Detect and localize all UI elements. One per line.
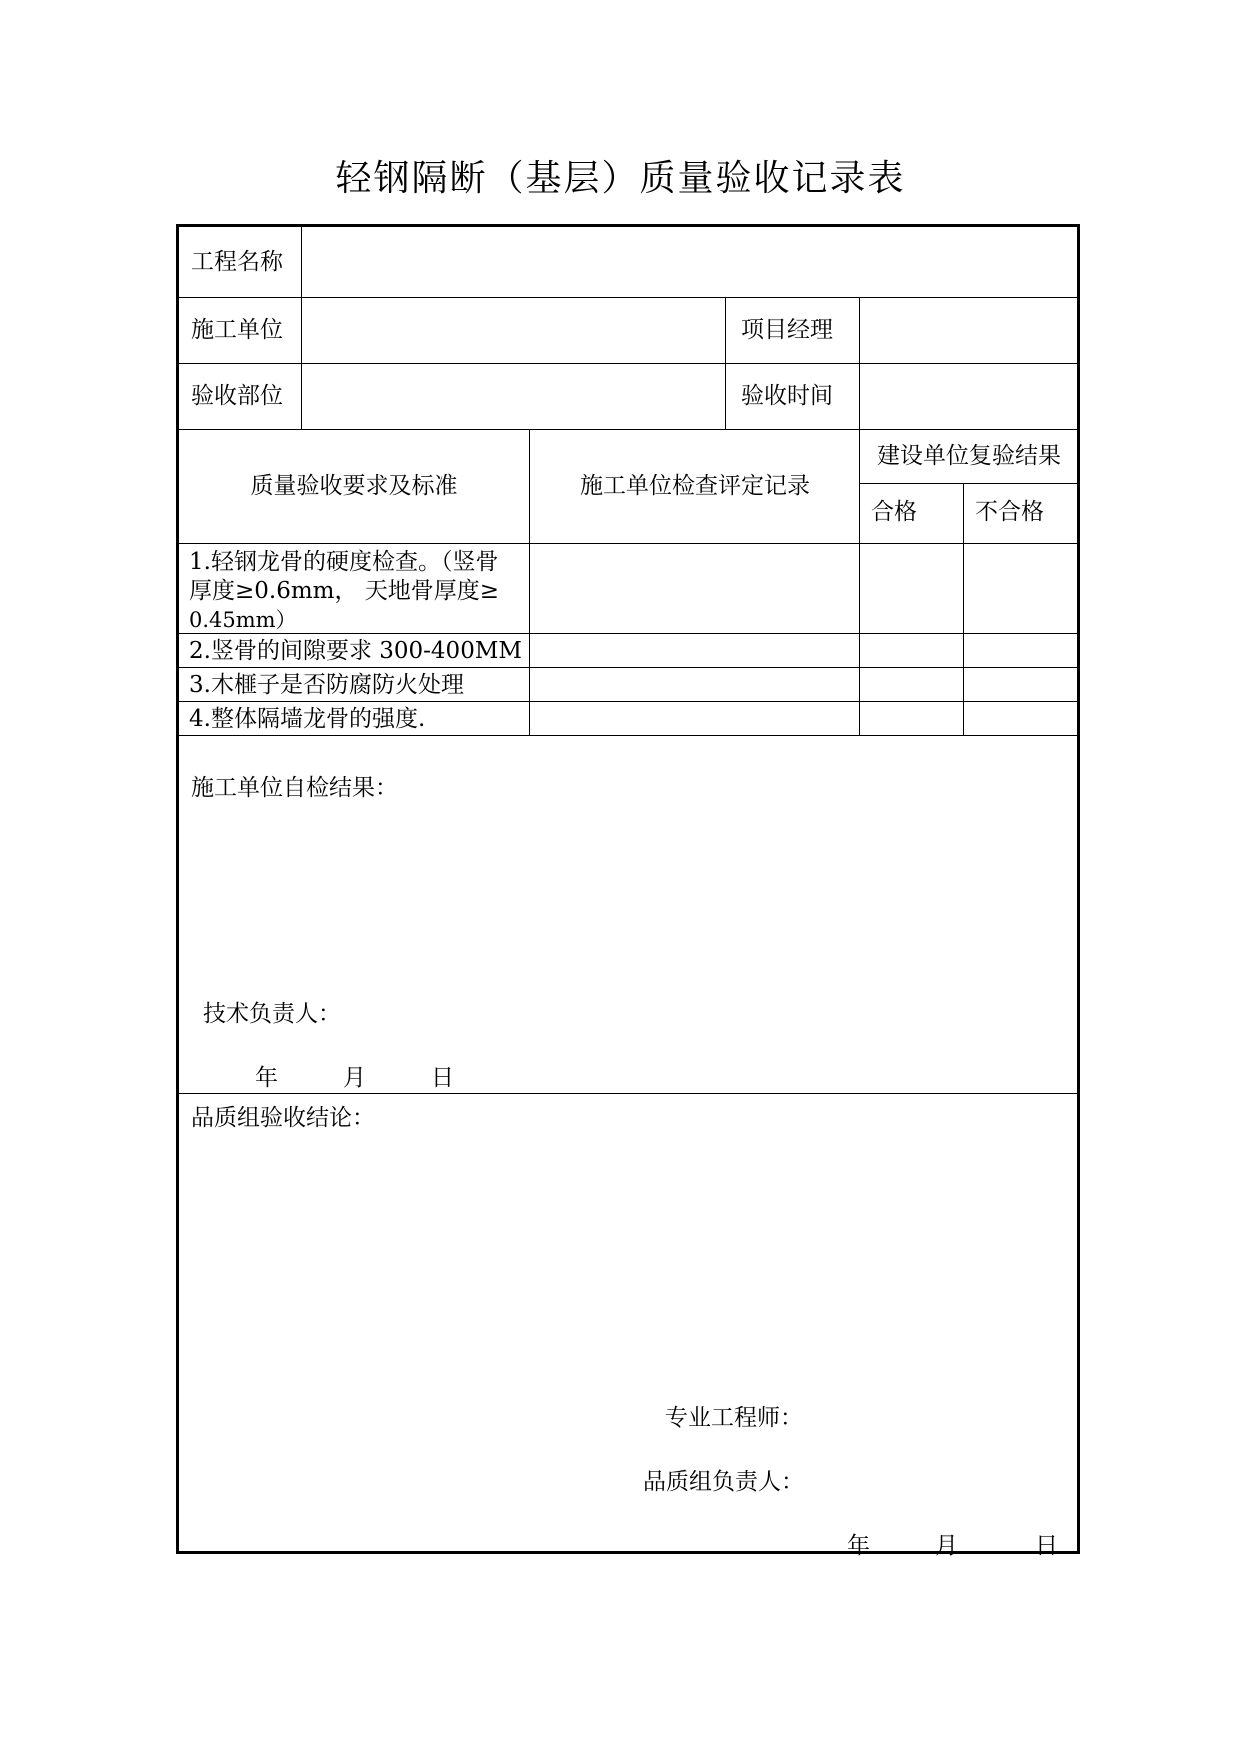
row-divider [179,633,1077,634]
row-divider [179,735,1077,736]
requirement-row-1-line1: 1.轻钢龙骨的硬度检查。（竖骨 [189,549,499,575]
row-divider [179,363,1077,364]
row-divider [179,667,1077,668]
row-divider [859,483,1077,484]
col-header-pass: 合格 [871,499,917,525]
col-divider [963,483,964,735]
self-check-year: 年 [255,1065,278,1091]
self-check-day: 日 [431,1065,454,1091]
requirement-row-2: 2.竖骨的间隙要求 300-400MM [189,638,522,664]
col-divider [859,297,860,735]
page-title: 轻钢隔断（基层）质量验收记录表 [335,158,906,199]
self-check-month: 月 [343,1065,366,1091]
requirement-row-4: 4.整体隔墙龙骨的强度. [189,706,426,732]
requirement-row-3: 3.木榧子是否防腐防火处理 [189,672,464,698]
conclusion-day: 日 [1035,1533,1058,1559]
col-header-contractor-record: 施工单位检查评定记录 [580,473,810,499]
col-divider [301,227,302,429]
self-check-label: 施工单位自检结果： [191,775,398,801]
qc-lead-label: 品质组负责人： [643,1469,804,1495]
row-divider [179,1093,1077,1094]
conclusion-year: 年 [847,1533,870,1559]
col-divider [725,297,726,429]
conclusion-month: 月 [935,1533,958,1559]
inspection-time-label: 验收时间 [741,383,833,409]
requirement-row-1-line2: 厚度≥0.6mm， 天地骨厚度≥ [189,578,500,604]
requirement-row-1-line3: 0.45mm） [189,608,297,632]
col-header-owner-recheck: 建设单位复验结果 [877,443,1061,469]
inspection-form [176,224,1080,1559]
conclusion-label: 品质组验收结论： [191,1105,375,1131]
project-name-label: 工程名称 [191,249,283,275]
row-divider [179,297,1077,298]
project-manager-label: 项目经理 [741,317,833,343]
col-divider [529,429,530,735]
inspection-part-label: 验收部位 [191,383,283,409]
col-header-fail: 不合格 [975,499,1044,525]
tech-lead-label: 技术负责人： [203,1001,341,1027]
row-divider [179,429,1077,430]
construction-unit-label: 施工单位 [191,317,283,343]
engineer-label: 专业工程师： [665,1405,803,1431]
col-header-requirements: 质量验收要求及标准 [250,473,458,499]
row-divider [179,543,1077,544]
row-divider [179,701,1077,702]
